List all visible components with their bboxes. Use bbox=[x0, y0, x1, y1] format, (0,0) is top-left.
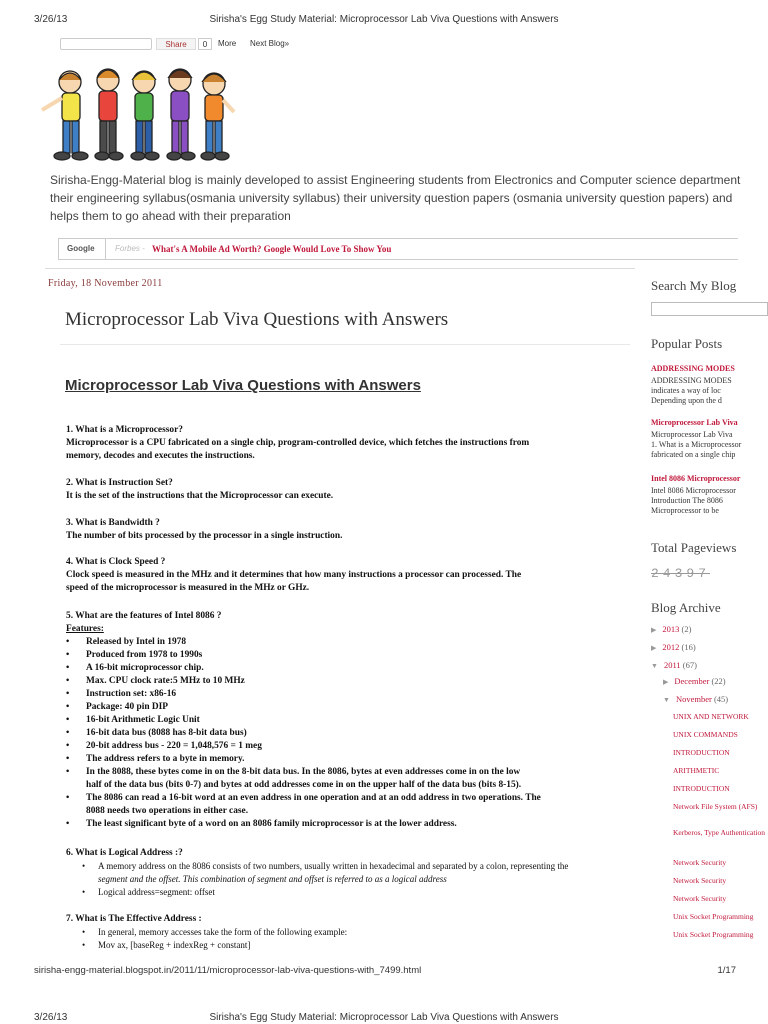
popular-post-snippet: Introduction The 8086 bbox=[651, 496, 723, 505]
share-count: 0 bbox=[198, 38, 212, 50]
popular-post-snippet: Depending upon the d bbox=[651, 396, 722, 405]
archive-post-link[interactable]: UNIX COMMANDS bbox=[673, 730, 738, 739]
popular-post-snippet: Microprocessor to be bbox=[651, 506, 719, 515]
archive-month[interactable] bbox=[663, 694, 728, 704]
post-date: Friday, 18 November 2011 bbox=[48, 278, 163, 289]
list-item-text: In the 8088, these bytes come in on the 8-bit data bus. In the 8086, bytes at even addresses come in on the low bbox=[86, 767, 521, 777]
search-widget-title: Search My Blog bbox=[651, 278, 737, 293]
navbar-search-input[interactable] bbox=[60, 38, 152, 50]
question-1 bbox=[66, 424, 631, 463]
archive-post-link[interactable]: Network Security bbox=[673, 876, 727, 885]
archive-post-link[interactable]: INTRODUCTION bbox=[673, 748, 730, 757]
pageviews-counter: 24397 bbox=[651, 566, 711, 581]
archive-post-link[interactable]: Unix Socket Programming bbox=[673, 930, 754, 939]
list-item bbox=[66, 860, 631, 886]
print-title: Sirisha's Egg Study Material: Microprocessor Lab Viva Questions with Answers bbox=[209, 1012, 559, 1023]
list-item: • The address refers to a byte in memory. bbox=[66, 753, 631, 766]
list-item: • Mov ax, [baseReg + indexReg + constant] bbox=[66, 939, 631, 952]
expand-arrow-icon: ▶ bbox=[651, 626, 657, 634]
expand-arrow-icon: ▶ bbox=[651, 644, 657, 652]
archive-post-link[interactable]: Unix Socket Programming bbox=[673, 912, 754, 921]
list-item-text: segment and the offset. This combination of segment and offset is referred to as a logical address bbox=[98, 874, 447, 884]
archive-count: (45) bbox=[713, 694, 729, 704]
list-item bbox=[66, 792, 631, 818]
popular-post-snippet: fabricated on a single chip bbox=[651, 450, 736, 459]
question-text: 3. What is Bandwidth ? bbox=[66, 518, 160, 528]
list-item-text: A memory address on the 8086 consists of two numbers, usually written in hexadecimal and separated by a colon, representing the bbox=[98, 861, 569, 871]
list-item-text: 8088 needs two operations in either case. bbox=[86, 806, 249, 816]
archive-month[interactable] bbox=[663, 676, 726, 686]
blog-header-kids-image[interactable] bbox=[36, 62, 236, 166]
list-item: • Package: 40 pin DIP bbox=[66, 701, 631, 714]
question-text: 6. What is Logical Address :? bbox=[66, 848, 183, 858]
question-text: 1. What is a Microprocessor? bbox=[66, 425, 183, 435]
ad-source: Forbes - bbox=[115, 244, 145, 253]
blog-archive-title: Blog Archive bbox=[651, 600, 721, 615]
list-item: • Instruction set: x86-16 bbox=[66, 688, 631, 701]
popular-post-snippet: indicates a way of loc bbox=[651, 386, 721, 395]
archive-count: (16) bbox=[681, 642, 696, 652]
ad-brand: Google bbox=[67, 244, 95, 253]
next-blog-link[interactable]: Next Blog» bbox=[250, 39, 290, 48]
question-7 bbox=[66, 913, 631, 952]
answer-text: Clock speed is measured in the MHz and it determines that how many instructions a processor can processed. The bbox=[66, 570, 522, 580]
post-inner-title: Microprocessor Lab Viva Questions with Answers bbox=[65, 377, 421, 394]
print-header bbox=[0, 14, 768, 28]
collapse-arrow-icon: ▼ bbox=[651, 662, 658, 670]
list-item: • Produced from 1978 to 1990s bbox=[66, 649, 631, 662]
blog-description-line: helps them to go ahead with their preparation bbox=[50, 209, 291, 223]
list-item bbox=[66, 766, 631, 792]
ad-divider bbox=[105, 239, 106, 259]
archive-year-link[interactable]: 2012 bbox=[662, 642, 680, 652]
list-item: • The least significant byte of a word on an 8086 family microprocessor is at the lower address. bbox=[66, 818, 631, 831]
popular-post-link[interactable]: ADDRESSING MODES bbox=[651, 364, 735, 373]
archive-count: (67) bbox=[682, 660, 697, 670]
popular-post-snippet: Microprocessor Lab Viva bbox=[651, 430, 733, 439]
question-text: 5. What are the features of Intel 8086 ? bbox=[66, 611, 222, 621]
popular-post-snippet: 1. What is a Microprocessor bbox=[651, 440, 742, 449]
list-item: • 20-bit address bus - 220 = 1,048,576 = 1 meg bbox=[66, 740, 631, 753]
post-title[interactable]: Microprocessor Lab Viva Questions with Answers bbox=[65, 309, 449, 330]
popular-post-snippet: ADDRESSING MODES bbox=[651, 376, 732, 385]
archive-year[interactable] bbox=[651, 624, 691, 634]
archive-post-link[interactable]: Network File System (AFS) bbox=[673, 802, 758, 811]
list-item: • Max. CPU clock rate:5 MHz to 10 MHz bbox=[66, 675, 631, 688]
answer-text: It is the set of the instructions that the Microprocessor can execute. bbox=[66, 491, 334, 501]
list-item: • 16-bit Arithmetic Logic Unit bbox=[66, 714, 631, 727]
list-item-text: half of the data bus (bits 0-7) and bytes at odd addresses come in on the upper half of the data bus (bits 8-15). bbox=[86, 780, 522, 790]
sidebar bbox=[651, 270, 768, 960]
answer-text: memory, decodes and executes the instructions. bbox=[66, 451, 255, 461]
popular-posts-title: Popular Posts bbox=[651, 336, 723, 351]
popular-post-link[interactable]: Intel 8086 Microprocessor bbox=[651, 474, 741, 483]
print-footer bbox=[0, 965, 768, 979]
archive-month-link[interactable]: November bbox=[675, 694, 712, 704]
print-date: 3/26/13 bbox=[34, 14, 68, 25]
collapse-arrow-icon: ▼ bbox=[663, 696, 670, 704]
archive-post-link[interactable]: UNIX AND NETWORK bbox=[673, 712, 749, 721]
question-6 bbox=[66, 847, 631, 899]
answer-list bbox=[66, 926, 631, 952]
page-url: sirisha-engg-material.blogspot.in/2011/11/microprocessor-lab-viva-questions-with_7499.html bbox=[34, 965, 422, 976]
archive-post-link[interactable]: Network Security bbox=[673, 858, 727, 867]
expand-arrow-icon: ▶ bbox=[663, 678, 669, 686]
blog-description-line: their engineering syllabus(osmania university syllabus) their university question papers (osmania university question papers) and bbox=[50, 191, 733, 205]
archive-post-link[interactable]: ARITHMETIC bbox=[673, 766, 720, 775]
blog-description-line: Sirisha-Engg-Material blog is mainly developed to assist Engineering students from Electronics and Computer science department bbox=[50, 173, 741, 187]
ad-headline-link[interactable]: What's A Mobile Ad Worth? Google Would Love To Show You bbox=[152, 244, 392, 254]
archive-year-link[interactable]: 2011 bbox=[663, 660, 681, 670]
share-button[interactable]: Share bbox=[156, 38, 196, 50]
answer-text: Microprocessor is a CPU fabricated on a single chip, program-controlled device, which fetches the instructions from bbox=[66, 438, 530, 448]
archive-year[interactable] bbox=[651, 642, 696, 652]
blog-search-input[interactable] bbox=[651, 302, 768, 316]
page-number: 1/17 bbox=[717, 965, 736, 976]
question-4 bbox=[66, 556, 631, 595]
answer-text: The number of bits processed by the processor in a single instruction. bbox=[66, 531, 343, 541]
features-label: Features: bbox=[66, 624, 104, 634]
print-date: 3/26/13 bbox=[34, 1012, 68, 1023]
popular-post-snippet: Intel 8086 Microprocessor bbox=[651, 486, 736, 495]
question-2 bbox=[66, 477, 631, 503]
archive-post-link[interactable]: INTRODUCTION bbox=[673, 784, 730, 793]
answer-list bbox=[66, 860, 631, 899]
archive-year[interactable] bbox=[651, 660, 697, 670]
ad-bar bbox=[58, 238, 738, 260]
question-text: 7. What is The Effective Address : bbox=[66, 914, 202, 924]
list-item: • In general, memory accesses take the form of the following example: bbox=[66, 926, 631, 939]
question-3 bbox=[66, 517, 631, 543]
question-text: 2. What is Instruction Set? bbox=[66, 478, 173, 488]
pageviews-title: Total Pageviews bbox=[651, 540, 737, 555]
list-item: • Logical address=segment: offset bbox=[66, 886, 631, 899]
list-item: • A 16-bit microprocessor chip. bbox=[66, 662, 631, 675]
archive-month-link[interactable]: December bbox=[674, 676, 710, 686]
answer-text: speed of the microprocessor is measured in the MHz or GHz. bbox=[66, 583, 310, 593]
list-item: • 16-bit data bus (8088 has 8-bit data bus) bbox=[66, 727, 631, 740]
archive-count: (2) bbox=[681, 624, 692, 634]
divider bbox=[60, 344, 630, 345]
archive-post-link[interactable]: Kerberos, Type Authentication bbox=[673, 828, 766, 837]
print-title: Sirisha's Egg Study Material: Microprocessor Lab Viva Questions with Answers bbox=[209, 14, 559, 25]
archive-count: (22) bbox=[711, 676, 726, 686]
list-item: • Released by Intel in 1978 bbox=[66, 636, 631, 649]
popular-post-link[interactable]: Microprocessor Lab Viva bbox=[651, 418, 738, 427]
question-text: 4. What is Clock Speed ? bbox=[66, 557, 166, 567]
list-item-text: The 8086 can read a 16-bit word at an even address in one operation and at an odd address in two operations. The bbox=[86, 793, 541, 803]
more-link[interactable]: More bbox=[218, 39, 237, 48]
archive-post-link[interactable]: Network Security bbox=[673, 894, 727, 903]
archive-year-link[interactable]: 2013 bbox=[662, 624, 680, 634]
question-5 bbox=[66, 610, 631, 831]
divider bbox=[45, 268, 635, 269]
features-list bbox=[66, 636, 631, 831]
blog-description bbox=[50, 171, 768, 227]
